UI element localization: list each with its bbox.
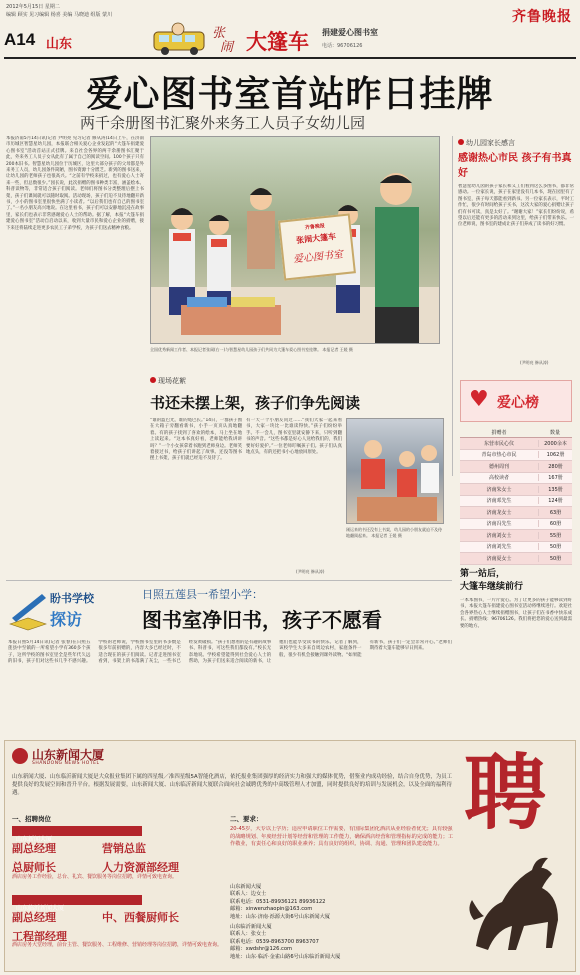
plaque [278, 213, 356, 280]
section-label: 山东 [46, 37, 73, 52]
rank-col-donor: 捐赠者 [491, 430, 507, 436]
contact-1-name: 山东新闻大厦 [230, 884, 262, 890]
rank-row [460, 530, 572, 542]
rank-row [460, 461, 572, 473]
ad-section-1: 一、招聘岗位 [12, 815, 51, 823]
rank-rows [460, 438, 572, 565]
rank-header [460, 428, 572, 438]
plaque-brand: 齐鲁晚报 [304, 223, 326, 232]
job-chef-cn-west: 中、西餐厨师长 [102, 911, 179, 924]
rank-row [460, 438, 572, 450]
rank-donor-name: 济南龙女士 [486, 509, 512, 516]
rank-donor-name: 高校读者 [488, 475, 509, 482]
school-logo-text-1: 盼书学校 [50, 592, 94, 605]
rank-donor-count: 280册 [538, 463, 572, 470]
rank-row [460, 473, 572, 485]
contact-1-person: 联系人：边女士 [230, 891, 267, 898]
scene-kicker-text: 现场花絮 [158, 377, 186, 385]
column-logo-char-2: 闹 [220, 40, 234, 55]
school-headline: 图书室净旧书，孩子不愿看 [142, 608, 382, 632]
scene-photo-figures [347, 419, 444, 524]
job-head-chef: 总厨师长 [12, 861, 56, 874]
plaque-line-2: 爱心图书室 [292, 249, 344, 266]
rank-donor-count: 50册 [538, 555, 572, 562]
next-headline-1: 第一站后， [460, 569, 506, 579]
rank-table [460, 428, 572, 565]
school-logo-text-2: 探访 [50, 610, 83, 629]
column-subtitle: 捐建爱心图书室 [322, 28, 378, 37]
scene-byline: (尹明亮 修从涛) [296, 569, 325, 574]
job-engineering-manager: 工程部经理 [12, 930, 67, 943]
ad-hotel-2-name: 山东临沂新闻大厦 [16, 905, 65, 912]
rank-donor-count: 167册 [538, 474, 572, 481]
rank-donor-name: 德州周刊 [488, 463, 509, 470]
job-vice-gm-1: 副总经理 [12, 842, 56, 855]
column-logo [150, 22, 420, 56]
ad-section-2: 二、要求： [230, 815, 263, 823]
ad-hotel-1-bar [12, 826, 142, 843]
scene-kicker [150, 376, 186, 386]
school-rule [6, 580, 452, 581]
column-title: 大篷车 [246, 30, 309, 54]
rank-donor-count: 1062册 [538, 451, 572, 458]
ad-hotel-2-bar [12, 895, 142, 912]
side-kicker [458, 138, 515, 148]
ad-pin-char: 聘 [464, 745, 547, 841]
rank-donor-name: 济南夏女士 [486, 555, 512, 562]
ad-jobs-2 [12, 909, 222, 944]
pen-book-icon [8, 588, 48, 632]
header-rule [4, 57, 576, 59]
bus-illustration [150, 22, 210, 56]
rank-donor-count: 135册 [538, 486, 572, 493]
main-photo-caption: 全国优秀新闻工作者、本报记者张闹(右一)与智慧星幼儿园孩子们共同为大篷车爱心图书室挂牌。 本报记者 王媛 摄 [150, 347, 353, 352]
rank-row [460, 542, 572, 554]
scene-col-2: 有一天一个小朋友问过……“我们大家一起来看书，大家一块比一比谁读得快。”孩子们纷纷举手。不一会儿，图书室里就安静下来，只听到翻书的声音。“这些书都是好心人送给我们的，我们要好好爱护。”一位老师叮嘱孩子们。孩子们认真地点头，有的还把书小心地放回原处。 [246, 418, 342, 456]
scene-photo [346, 418, 444, 524]
scene-photo-caption: 刚运来的书还没有上书架，幼儿园的小朋友就迫不及待地翻阅起来。 本报记者 王媛 摄 [346, 527, 442, 538]
ad-intro: 山东新闻大厦、山东临沂新闻大厦是大众报业集团下属的四星级／准四星级5A智能化酒店，依托报业集团强厚的经济实力和强大的媒体优势，借鉴业内成功经验，结合自身优势，为员工提供良好的发展空间和晋升平台。根据发展需要，山东新闻大厦、山东临沂新闻大厦联合面向社会诚聘优秀的中高级管理人才加盟，同时提供良好的培训与发展机会，以及全面的福利待遇。 [12, 774, 452, 796]
rank-donor-count: 2000余本 [538, 440, 572, 447]
job-sales-director: 营销总监 [102, 842, 146, 855]
school-kicker: 日照五莲县一希望小学： [142, 588, 263, 601]
rank-row [460, 450, 572, 462]
rank-donor-count: 50册 [538, 543, 572, 550]
job-vice-gm-2: 副总经理 [12, 911, 56, 924]
contact-2-person: 联系人：张女士 [230, 931, 267, 938]
ad-hotel-1-name: 山东新闻大厦 [16, 836, 53, 843]
rank-donor-count: 55册 [538, 532, 572, 539]
ad-requirements: 20-45岁，大专以上学历；适应申请职位工作需要，有国际集团化酒店从业经验者优先；具有较强的战略规划、年度经营计划等经营和管理的工作能力，确保酒店经营和管理指标的完成的能力；工作敬业，有责任心和良好的职业素养；具有良好的组织、协调、沟通、管理和团队建设能力。 [230, 826, 454, 848]
lead-subhead: 两千余册图书汇聚外来务工人员子女幼儿园 [80, 114, 366, 132]
next-headline [460, 568, 572, 594]
next-body: 一本本图书，一片片爱心。为了让更多的孩子能够读到好书，本报大篷车捐建爱心图书室活动将继续进行。欢迎社会各界热心人士继续捐赠图书，让孩子们在书香中快乐成长。捐赠热线：96706126。我们将把您的爱心送到最需要的地方。 [460, 598, 572, 629]
rank-donor-count: 60册 [538, 520, 572, 527]
ad-req-1: 酒店房务工作经验，总台、礼宾、餐饮服务等岗位招聘，详情可致电查询。 [12, 874, 178, 880]
rank-col-count: 数量 [549, 430, 560, 436]
rank-donor-name: 济南朱女士 [486, 486, 512, 493]
rank-donor-name: 济南冯先生 [486, 521, 512, 528]
school-logo [8, 586, 130, 636]
staff-line: 编辑 顾实 见习编辑 杨喜 美编 马晓迪 组版 蒙川 [6, 12, 113, 18]
scene-headline: 书还未摆上架，孩子们争先阅读 [150, 394, 361, 412]
ad-logo [12, 746, 152, 770]
rank-donor-count: 63册 [538, 509, 572, 516]
contact-2-tel: 联系电话：0539-8963700 8963707 [230, 938, 319, 945]
contact-2-mail: 邮箱：xwdshr@126.com [230, 946, 293, 953]
masthead: 齐鲁晚报 [512, 9, 572, 25]
ad-jobs-1 [12, 840, 212, 875]
contact-1-tel: 联系电话：0531-89936121 89936122 [230, 898, 326, 905]
rank-row [460, 519, 572, 531]
rank-donor-name: 东营市民心仪 [483, 440, 514, 447]
next-headline-2: 大篷车继续前行 [460, 582, 524, 592]
scene-kicker-icon [150, 377, 156, 383]
ad-req-2: 酒店房务大堂经理，前台主管、餐饮服务、工程维修、营销经理等岗位招聘，详情可致电查询。 [12, 942, 223, 948]
contact-1-addr: 地址：山东·济南·泺源大街6号山东新闻大厦 [230, 913, 330, 920]
date-line: 2012年5月15日 星期二 [6, 4, 60, 10]
rank-badge-text: 爱心榜 [497, 395, 539, 411]
side-kicker-icon [458, 139, 464, 145]
side-divider [452, 136, 453, 476]
rank-row [460, 496, 572, 508]
hotel-logo-icon [12, 748, 28, 764]
rank-donor-name: 济南刘女士 [486, 532, 512, 539]
ad-contact-1 [230, 884, 454, 921]
column-logo-char-1: 张 [212, 26, 226, 41]
rank-donor-name: 青岛市热心市民 [481, 452, 517, 459]
hotline: 电话：96706126 [322, 43, 363, 49]
job-hr-manager: 人力资源部经理 [102, 861, 179, 874]
side-headline: 感谢热心市民 孩子有书真好 [458, 153, 572, 179]
ad-company-en: SHANDONG NEWS HOTEL [32, 761, 100, 766]
side-kicker-text: 幼儿园家长感言 [466, 139, 515, 147]
contact-2-name: 山东临沂新闻大厦 [230, 924, 272, 930]
side-body: 智慧星幼儿园的孩子家长和义工们看到这么多图书，都非常感动。一位家长说，孩子在家里没有几本书，现在园里有了图书室，孩子每天都能看到新书。另一位家长表示，平时工作忙，很少有时间给孩子买书，这次大家的爱心捐赠让孩子们有书可读，真是太好了。“谢谢大家！”家长们纷纷说，希望以后还能有更多的活动来到这里，给孩子们带来快乐。一位老师说，图书室的建成让孩子们养成了读书的好习惯。 [458, 184, 574, 228]
scene-col-1: “谁的篮巴光，谁的尾巴长。”14日，一群孩子围在大箱子旁翻看新书，小手一页页认真地翻着。有的孩子找到了喜欢的绘本，马上坐在地上读起来。“这本书真好看，老师能给我讲讲吗？”一个小女孩拿着书跑到老师身边。老师笑着接过书，给孩子们讲起了故事。还没等图书摆上书架，孩子们就已经迫不及待了。 [150, 418, 242, 462]
plaque-line-1: 张闹大篷车 [295, 231, 337, 246]
rank-row [460, 553, 572, 565]
contact-1-mail: 邮箱：xinwenzhaopin@163.com [230, 906, 313, 913]
school-body: 本报日照5月14日讯(记者 张春)在日照五莲县中至镇的一所希望小学有360多个孩子，这所学校的图书室里全是些年代久远的旧书，孩子们对这些书几乎不感兴趣。学校的老师说，学校图书室里的书多数是很多年前捐赠的，内容大多已经过时，不适合现在的孩子们阅读。记者走进图书室看到，书架上的书落满了灰尘，一些书已经发黄破损。“孩子们想看的是有趣的故事书、科普书，可这些我们都没有。”校长无奈地说。学校希望能得到社会爱心人士的帮助，为孩子们送来适合阅读的新书，让他们也能享受读书的快乐。记者了解到，该校学生大多来自周边农村，家庭条件一般，很少有机会接触到课外读物。“如果能有新书，孩子们一定会非常开心。”老师们期待着大篷车能够早日到来。 [8, 640, 452, 665]
horse-illustration [462, 850, 570, 960]
side-byline: (尹明亮 修从涛) [520, 360, 549, 365]
rank-donor-name: 济南刘先生 [486, 544, 512, 551]
lead-headline: 爱心图书室首站昨日挂牌 [86, 74, 494, 115]
rank-donor-count: 124册 [538, 497, 572, 504]
contact-2-addr: 地址：山东·临沂·金雀山路6号山东临沂新闻大厦 [230, 953, 341, 960]
heart-icon: ♥ [469, 387, 489, 412]
ad-contact-2 [230, 924, 454, 961]
lead-body: 本报济南5月14日讯(记者 尹明亮 见习记者 修从涛)14日上午，在济南市历城区智慧星幼儿园，本报联合相关爱心企业发起的“大篷车捐建爱心图书室”活动首站正式挂牌。来自社会各界的两千余册图书汇聚于此，外来务工人员子女从此有了属于自己的阅读空间。100个孩子只有200本旧书。智慧星幼儿园位于历城区，这里大部分孩子的父母都是外来务工人员，幼儿园条件简陋，图书资源十分匮乏。新到的图书送来，让幼儿园的老师孩子也很高兴。“之前有学校来捐过，也有爱心人士寄来一些，但总数很少。”园长说，此次捐赠的图书种类丰富，涵盖绘本、科普读物等，非常适合孩子们阅读。老师们将图书分类整理后摆上书架，孩子们课间就可以随时取阅。活动现场，孩子们迫不及待地翻开新书，小小的图书室里很快坐满了小读者。“以后我们也有自己的图书室了。”一名小朋友高兴地说。在这里看书，孩子们可以安静地沉浸在故事里，家长们也表示非常感谢爱心人士的帮助。据了解，本报“大篷车捐建爱心图书室”活动自启动以来，收到大量市民和爱心企业的捐赠，接下来还将陆续走进更多农民工子弟学校，为孩子们送去精神食粮。 [6, 136, 144, 231]
rank-row [460, 507, 572, 519]
rank-row [460, 484, 572, 496]
rank-badge [460, 380, 572, 422]
page-number: A14 [4, 30, 36, 49]
ad-company-cn: 山东新闻大厦 [32, 748, 105, 762]
main-photo [150, 136, 440, 344]
rank-donor-name: 济南邓先生 [486, 498, 512, 505]
